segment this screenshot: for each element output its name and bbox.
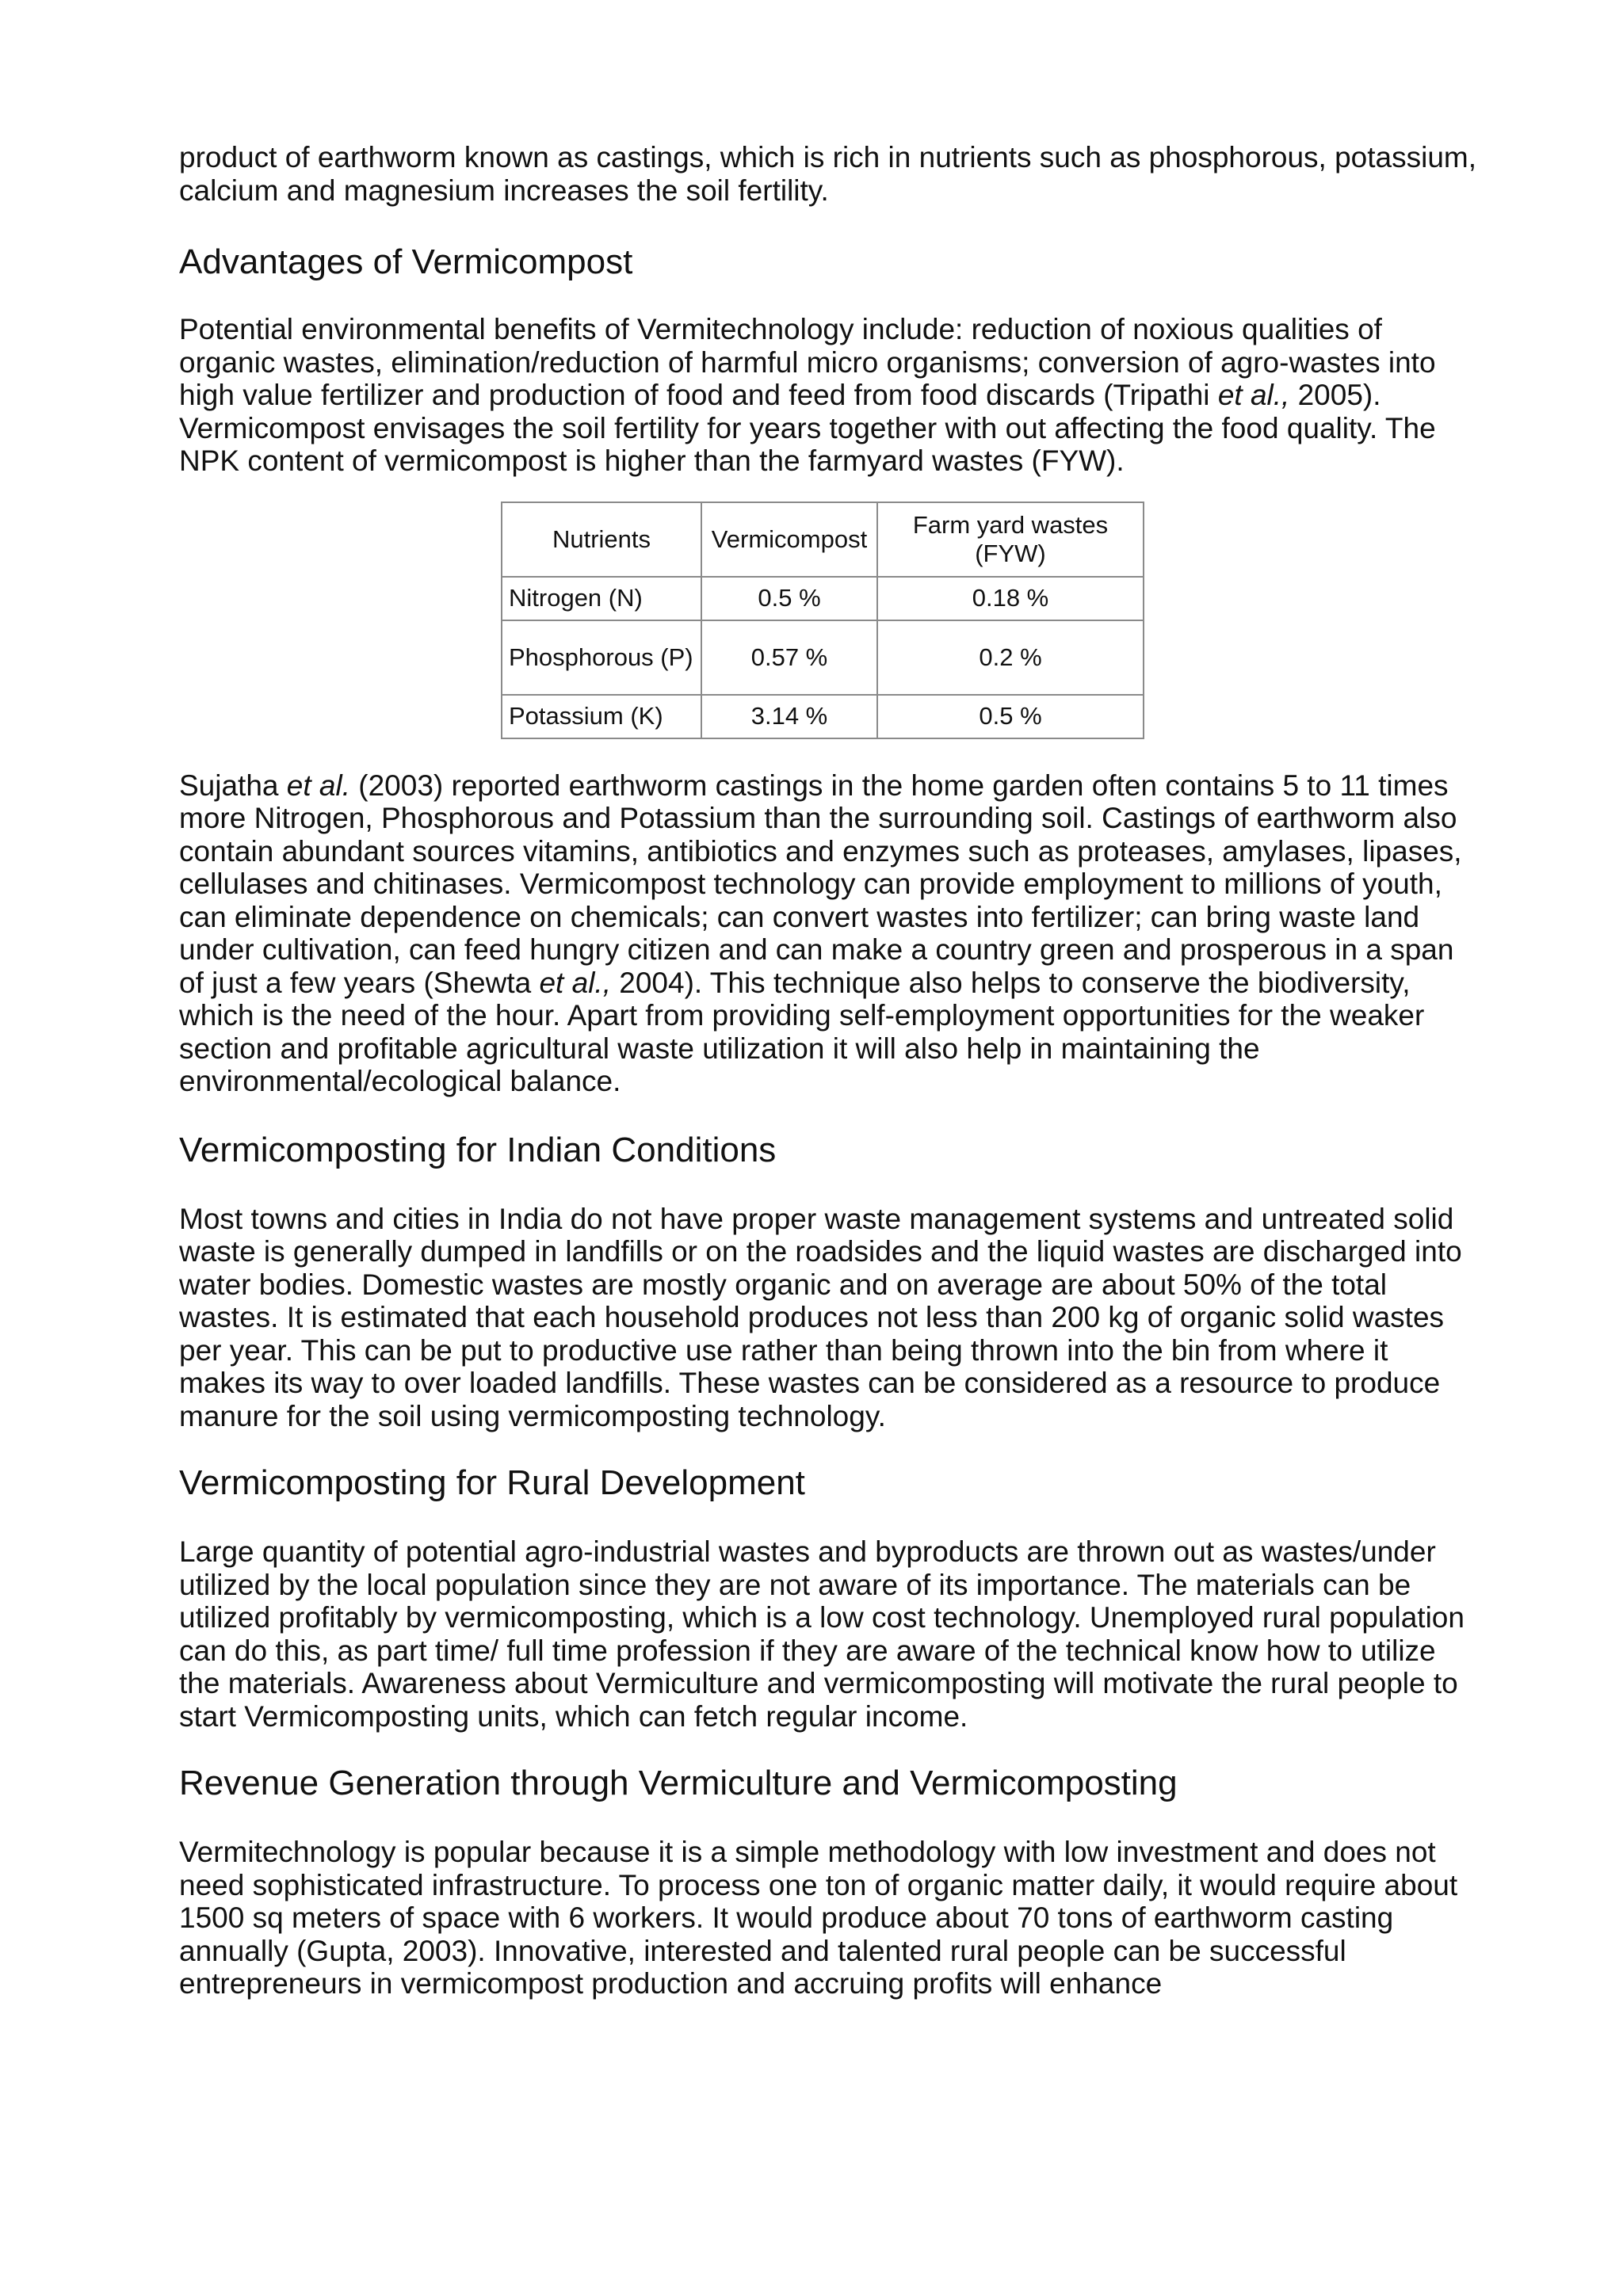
nutrient-name: Potassium (K): [502, 695, 701, 738]
advantages-paragraph: [179, 313, 1479, 478]
table-row: [502, 577, 1144, 620]
nutrient-name: Phosphorous (P): [502, 620, 701, 695]
advantages-text-2: 2005). Vermicompost envisages the soil fertility for years together with out affecting the food quality. The NPK content of vermicompost is higher than the farmyard wastes (FYW).: [179, 379, 1436, 477]
sujatha-text-2: (2003) reported earthworm castings in the home garden often contains 5 to 11 times more Nitrogen, Phosphorous and Potassium than the surrounding soil. Castings of earthworm also contain abundant sources vitamins, antibiotics and enzymes such as proteases, amylases, lipases, cellulases and chitinases. Vermicompost technology can provide employment to millions of youth, can eliminate dependence on chemicals; can convert wastes into fertilizer; can bring waste land under cultivation, can feed hungry citizen and can make a country green and prosperous in a span of just a few years (Shewta: [179, 769, 1462, 999]
indian-paragraph: Most towns and cities in India do not have proper waste management systems and untreated solid waste is generally dumped in landfills or on the roadsides and the liquid wastes are discharged into water bodies. Domestic wastes are mostly organic and on average are about 50% of the total wastes. It is estimated that each household produces not less than 200 kg of organic solid wastes per year. This can be put to productive use rather than being thrown into the bin from where it makes its way to over loaded landfills. These wastes can be considered as a resource to produce manure for the soil using vermicomposting technology.: [179, 1202, 1462, 1432]
vermicompost-value: 0.57 %: [701, 620, 877, 695]
heading-rural-development: Vermicomposting for Rural Development: [179, 1463, 805, 1502]
citation-et-al: et al.: [286, 769, 350, 802]
sujatha-text-3: 2004). This technique also helps to conserve the biodiversity, which is the need of the hour. Apart from providing self-employment opportunities for the weaker section and profitable agricultural waste utilization it will also help in maintaining the environmental/ecological balance.: [179, 966, 1425, 1097]
table-row: [502, 620, 1144, 695]
table-header-row: [502, 502, 1144, 577]
revenue-paragraph: Vermitechnology is popular because it is a simple methodology with low investment and does not need sophisticated infrastructure. To process one ton of organic matter daily, it would require about 1500 sq meters of space with 6 workers. It would produce about 70 tons of earthworm casting annually (Gupta, 2003). Innovative, interested and talented rural people can be successful entrepreneurs in vermicompost production and accruing profits will enhance: [179, 1836, 1458, 2000]
fyw-value: 0.2 %: [877, 620, 1144, 695]
sujatha-paragraph: [179, 769, 1479, 1098]
vermicompost-value: 3.14 %: [701, 695, 877, 738]
heading-advantages: Advantages of Vermicompost: [179, 242, 633, 281]
header-vermicompost: Vermicompost: [701, 502, 877, 577]
header-fyw: Farm yard wastes (FYW): [877, 502, 1144, 577]
fyw-value: 0.5 %: [877, 695, 1144, 738]
nutrient-name: Nitrogen (N): [502, 577, 701, 620]
fyw-value: 0.18 %: [877, 577, 1144, 620]
table-row: [502, 695, 1144, 738]
sujatha-text-1: Sujatha: [179, 769, 287, 802]
heading-revenue-generation: Revenue Generation through Vermiculture and Vermicomposting: [179, 1764, 1178, 1802]
header-nutrients: Nutrients: [502, 502, 701, 577]
citation-et-al: et al.,: [1217, 379, 1290, 411]
nutrient-table: [501, 502, 1144, 739]
intro-paragraph: product of earthworm known as castings, which is rich in nutrients such as phosphorous, potassium, calcium and magnesium increases the soil fertility.: [179, 141, 1477, 207]
rural-paragraph: Large quantity of potential agro-industrial wastes and byproducts are thrown out as wastes/under utilized by the local population since they are not aware of its importance. The materials can be utilized profitably by vermicomposting, which is a low cost technology. Unemployed rural population can do this, as part time/ full time profession if they are aware of the technical know how to utilize the materials. Awareness about Vermiculture and vermicomposting will motivate the rural people to start Vermicomposting units, which can fetch regular income.: [179, 1535, 1465, 1733]
vermicompost-value: 0.5 %: [701, 577, 877, 620]
heading-indian-conditions: Vermicomposting for Indian Conditions: [179, 1130, 777, 1169]
document-page: [179, 141, 1479, 2000]
citation-et-al: et al.,: [539, 966, 611, 999]
advantages-text-1: Potential environmental benefits of Vermitechnology include: reduction of noxious qualities of organic wastes, elimination/reduction of harmful micro organisms; conversion of agro-wastes into high value fertilizer and production of food and feed from food discards (Tripathi: [179, 313, 1436, 411]
